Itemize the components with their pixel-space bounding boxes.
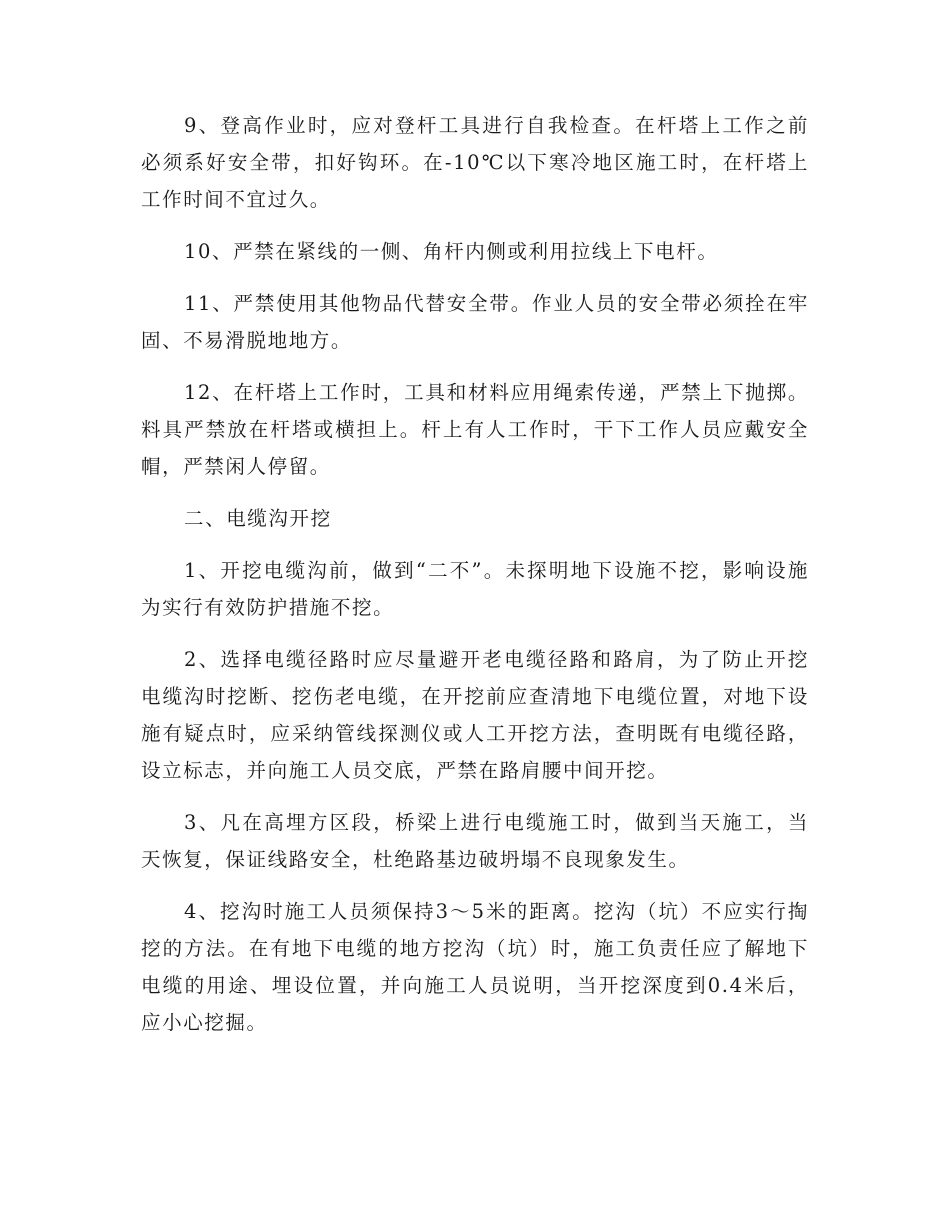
paragraph-item-11: 11、严禁使用其他物品代替安全带。作业人员的安全带必须拴在牢固、不易滑脱地地方。 (141, 292, 809, 352)
paragraph-item-9: 9、登高作业时，应对登杆工具进行自我检查。在杆塔上工作之前必须系好安全带，扣好钩环。在-10℃以下寒冷地区施工时，在杆塔上工作时间不宜过久。 (141, 114, 809, 211)
paragraph-item-12: 12、在杆塔上工作时，工具和材料应用绳索传递，严禁上下抛掷。料具严禁放在杆塔或横担上。杆上有人工作时，干下工作人员应戴安全帽，严禁闲人停留。 (141, 381, 809, 478)
paragraph-item-2: 2、选择电缆径路时应尽量避开老电缆径路和路肩，为了防止开挖电缆沟时挖断、挖伤老电缆，在开挖前应查清地下电缆位置，对地下设施有疑点时，应采纳管线探测仪或人工开挖方法，查明既有电缆径路，设立标志，并向施工人员交底，严禁在路肩腰中间开挖。 (141, 648, 809, 782)
paragraph-item-4: 4、挖沟时施工人员须保持3～5米的距离。挖沟（坑）不应实行掏挖的方法。在有地下电缆的地方挖沟（坑）时，施工负责任应了解地下电缆的用途、埋设位置，并向施工人员说明，当开挖深度到0.4米后，应小心挖掘。 (141, 900, 809, 1034)
paragraph-item-10: 10、严禁在紧线的一侧、角杆内侧或利用拉线上下电杆。 (184, 240, 719, 263)
paragraph-item-1: 1、开挖电缆沟前，做到“二不”。未探明地下设施不挖，影响设施为实行有效防护措施不挖。 (141, 559, 809, 619)
section-heading: 二、电缆沟开挖 (184, 507, 332, 530)
paragraph-item-3: 3、凡在高埋方区段，桥梁上进行电缆施工时，做到当天施工，当天恢复，保证线路安全，杜绝路基边破坍塌不良现象发生。 (141, 811, 809, 871)
document-body (141, 107, 809, 1056)
